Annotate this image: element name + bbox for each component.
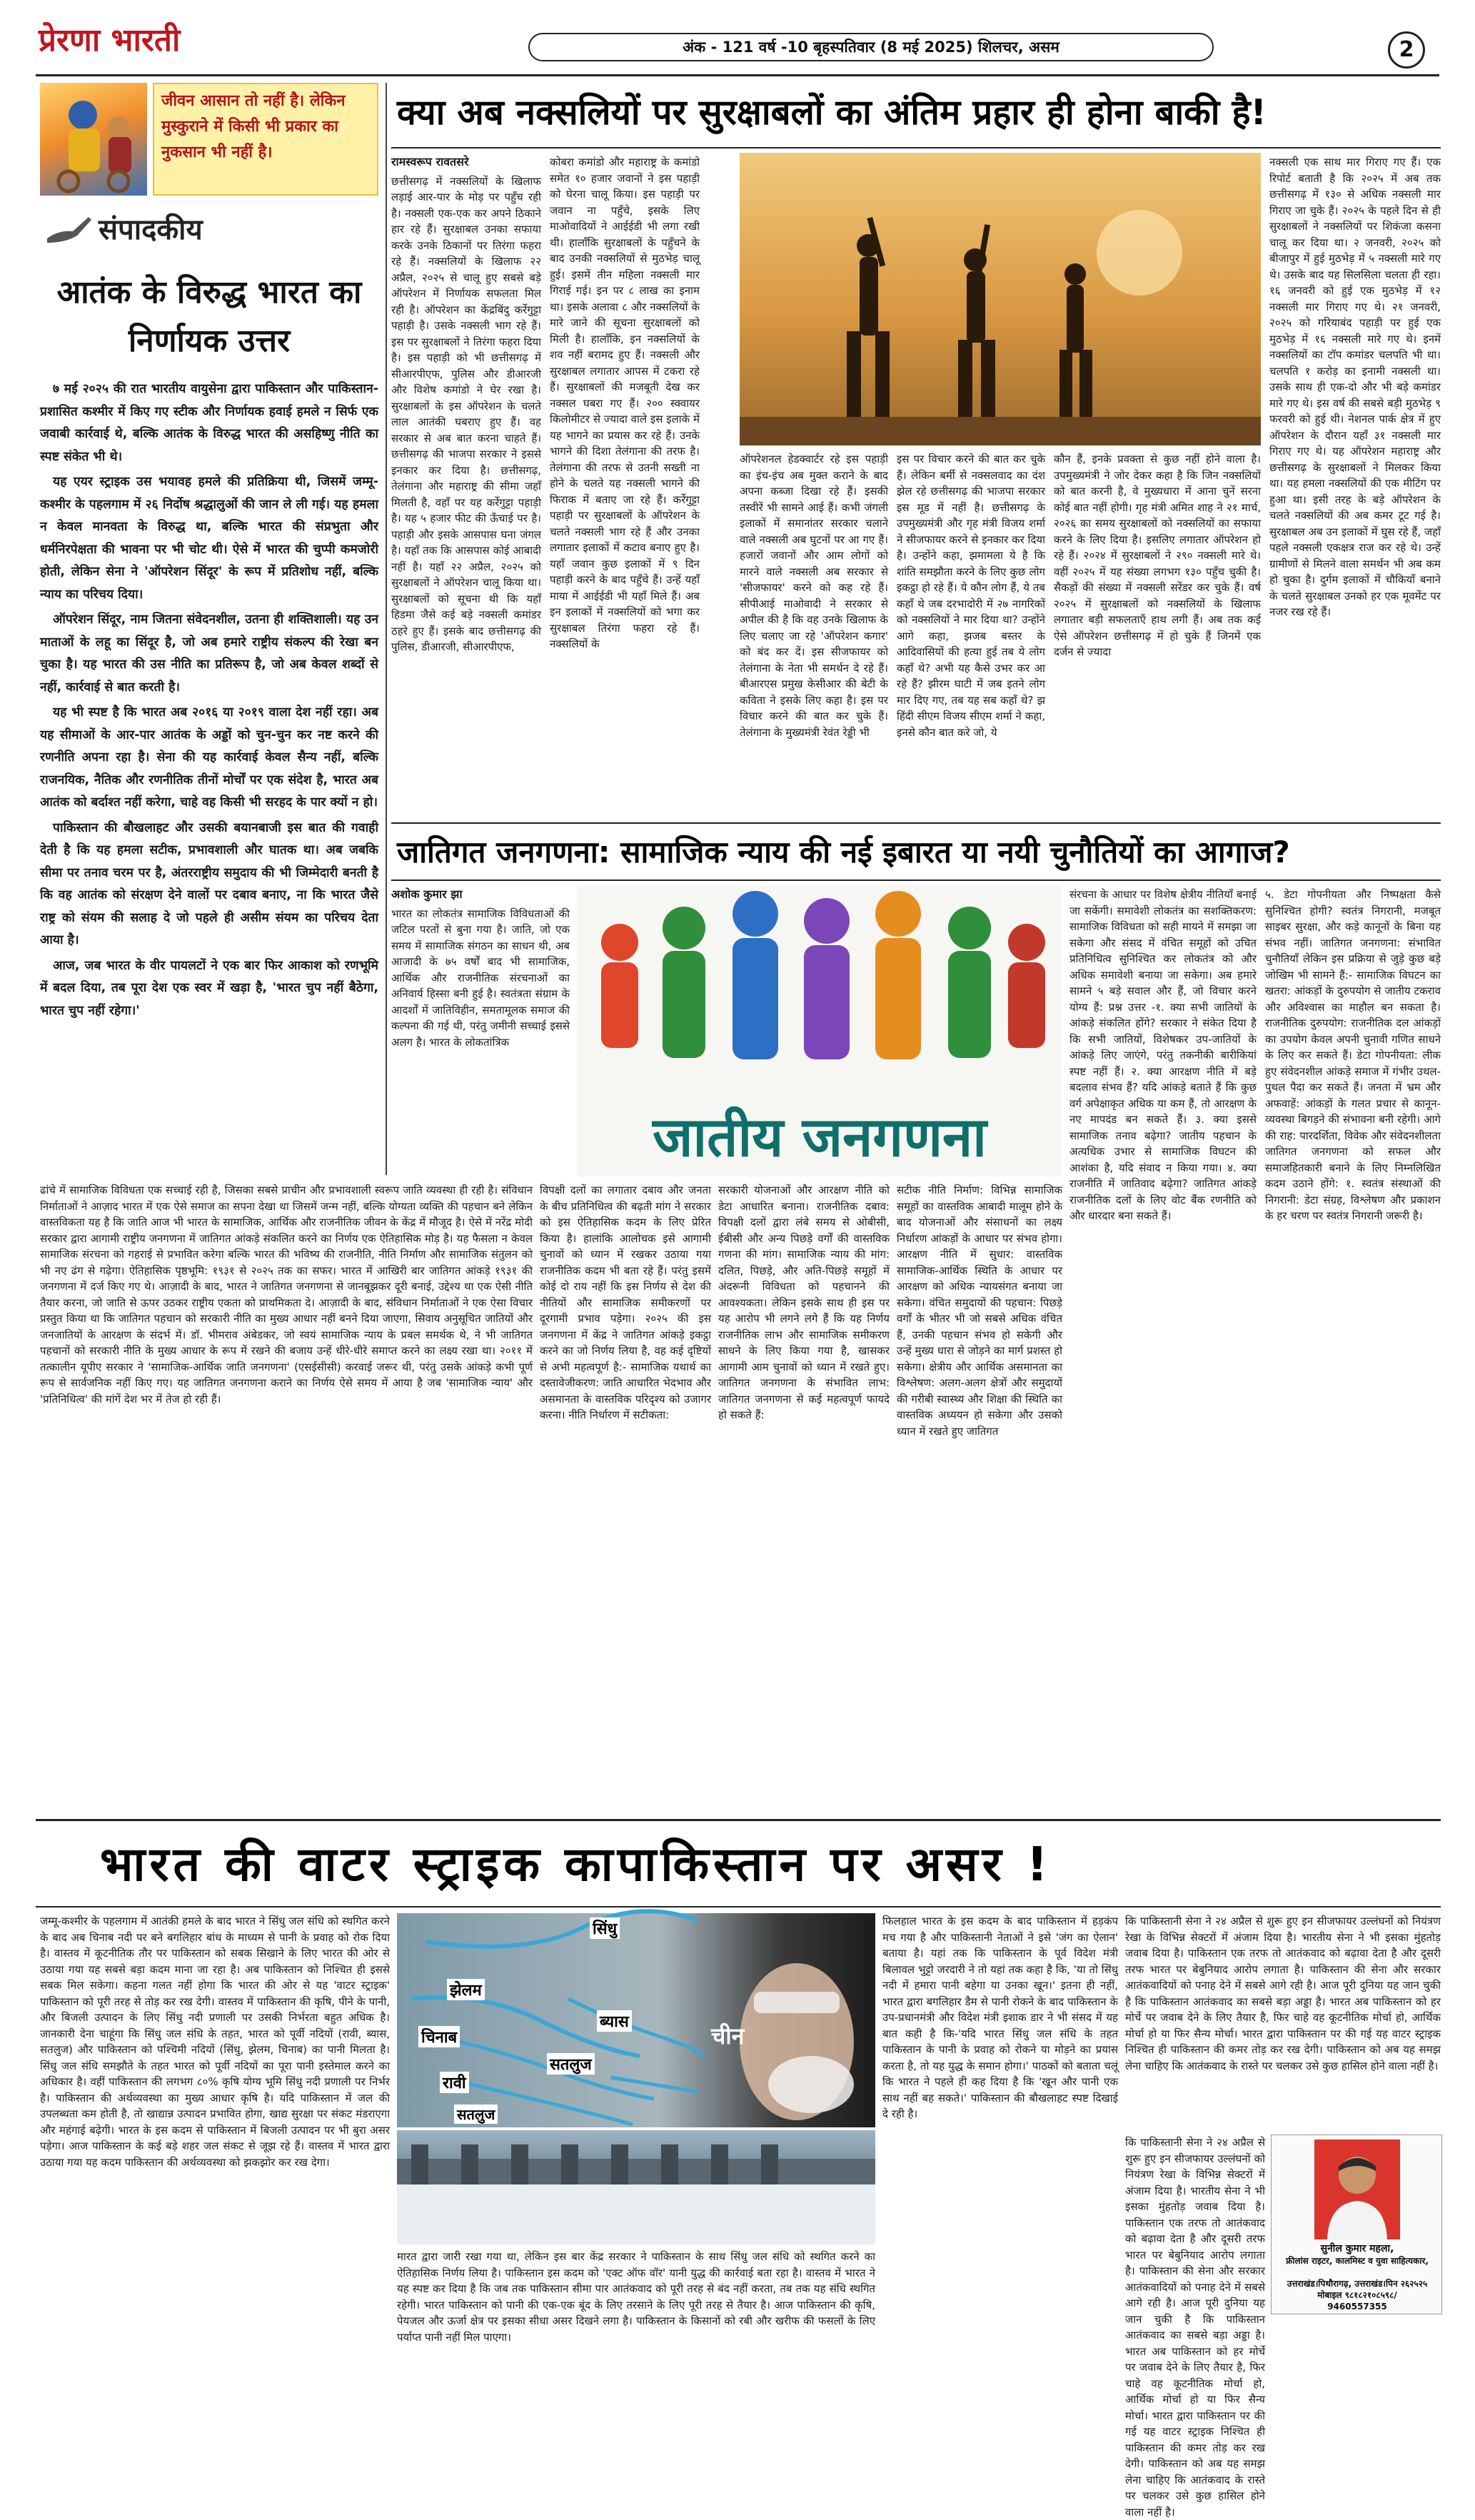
- census-column-1: [391, 887, 570, 1175]
- naxal-text: छत्तीसगढ़ में नक्सलियों के खिलाफ लड़ाई आर-पार के मोड़ पर पहुँच रही है। नक्सली एक-एक कर अपने ठिकाने हार रहे हैं। सुरक्षाबल उनका सफाया करके उनके ठिकानों पर तिरंगा फहरा रहे हैं। नक्सलियों के खिलाफ २२ अप्रैल, २०२५ से चालू हुए सबसे बड़े ऑपरेशन में निर्णायक सफलता मिल रही है। ऑपरेशन का केंद्रबिंदु कर्रेगुट्टा पहाड़ी है। उसके नक्सली भाग रहे हैं। इस पर सुरक्षाबलों ने तिरंगा फहरा दिया है। इस पहाड़ी को भी छत्तीसगढ़ में सीआरपीएफ, पुलिस और डीआरजी और विशेष कमांडो ने घेर रखा है। सुरक्षाबलों के इस ऑपरेशन के चलते लाल आतंकी घबराए हुए हैं। वह सरकार से अब बात करना चाहते हैं। छत्तीसगढ़ की भाजपा सरकार ने इससे इनकार कर दिया है। छत्तीसगढ़, तेलंगाना और महाराष्ट्र की सीमा जहाँ मिलती है, वहाँ पर यह कर्रेगुट्टा पहाड़ी है। यह ५ हजार फीट की ऊँचाई पर है। पहाड़ी और इसके आसपास घना जंगल है। यहाँ तक कि आसपास कोई आबादी नहीं है। यहाँ २२ अप्रैल, २०२५ को सुरक्षाबलों ने ऑपरेशन चालू किया था। सुरक्षाबलों को सूचना थी कि यहाँ हिडमा जैसे कई बड़े नक्सली कमांडर ठहरे हुए हैं। इसके बाद छत्तीसगढ़ की पुलिस, डीआरजी, सीआरपीएफ,: [391, 174, 541, 653]
- editorial-paragraph: आज, जब भारत के वीर पायलटों ने एक बार फिर आकाश को रणभूमि में बदल दिया, तब पूरा देश एक स्वर में खड़ा है, 'भारत चुप नहीं बैठेगा, भारत चुप नहीं रहेगा।': [40, 958, 378, 1018]
- indus-rivers-map: [397, 1913, 875, 2127]
- naxal-column-6: [1269, 154, 1441, 818]
- census-author: अशोक कुमार झा: [391, 887, 463, 901]
- census-text: ५. डेटा गोपनीयता और निष्पक्षता कैसे सुनिश्चित होगी? स्वतंत्र निगरानी, मजबूत साइबर सुरक्षा, और कड़े कानूनों के बिना यह संभव नहीं। जातिगत जनगणना: संभावित चुनौतियाँ लेकिन इस प्रक्रिया से जुड़े कुछ बड़े जोखिम भी सामने हैं:- सामाजिक विघटन का खतरा: आंकड़ों के दुरुपयोग से जातीय टकराव और अविश्वास का माहौल बन सकता है। राजनीतिक दुरुपयोग: राजनीतिक दल आंकड़ों का उपयोग केवल अपनी चुनावी गणित साधने के लिए कर सकते हैं। डेटा गोपनीयता: लीक हुए संवेदनशील आंकड़े समाज में गंभीर उथल-पुथल पैदा कर सकते हैं। जनता में भ्रम और अफवाहें: आंकड़ों के गलत प्रचार से कानून-व्यवस्था बिगड़ने की संभावना बनी रहेगी। आगे की राह: पारदर्शिता, विवेक और संवेदनशीलता जातिगत जनगणना को सफल और समाजहितकारी बनाने के लिए निम्नलिखित कदम उठाने होंगे: १. स्वतंत्र संस्थाओं की निगरानी: डेटा संग्रह, विश्लेषण और प्रकाशन के हर चरण पर स्वतंत्र निगरानी जरूरी है।: [1265, 888, 1441, 1222]
- water-text: जम्मू-कश्मीर के पहलगाम में आतंकी हमले के बाद भारत ने सिंधु जल संधि को स्थगित करने के बाद अब चिनाब नदी पर बने बगलिहार बांध के माध्यम से पानी के प्रवाह को रोक दिया है। वास्तव में कूटनीतिक तौर पर पाकिस्तान को सबक सिखाने के लिए भारत की ओर से उठाया गया यह सबसे बड़ा कदम माना जा रहा है। अब पाकिस्तान को निश्चित ही इससे सबक मिल सकेगा। कहना गलत नहीं होगा कि भारत की ओर से यह 'वाटर स्ट्राइक' पाकिस्तान को पूरी तरह से तोड़ कर रख देगी। वास्तव में पाकिस्तान की कृषि, पीने के पानी, और बिजली उत्पादन के लिए सिंधु नदी प्रणाली पर उसकी निर्भरता बहुत अधिक है। जानकारी देना चाहूंगा कि सिंधु जल संधि के तहत, भारत को पूर्वी नदियों (रावी, ब्यास, सतलुज) और पाकिस्तान को पश्चिमी नदियों (सिंधु, झेलम, चिनाब) का पानी मिलता है। सिंधु जल संधि समझौते के तहत भारत को पूर्वी नदियों का पूरा पानी इस्तेमाल करने का अधिकार है। वहीं पाकिस्तान की लगभग ८०% कृषि योग्य भूमि सिंधु नदी प्रणाली पर निर्भर है। पाकिस्तान की अर्थव्यवस्था का मुख्य आधार कृषि है। यदि पाकिस्तान में जल की उपलब्धता कम होती है, तो खाद्यान्न उत्पादन प्रभावित होगा, खाद्य सुरक्षा पर संकट मंडराएगा और महंगाई बढ़ेगी। भारत के इस कदम से पाकिस्तान में बिजली उत्पादन पर भी बुरा असर पड़ेगा। आज पाकिस्तान के कई बड़े शहर जल संकट से जूझ रहे हैं। वास्तव में भारत द्वारा उठाया गया यह कदम पाकिस्तान की अर्थव्यवस्था को झकझोर कर रख देगा।: [40, 1915, 390, 2169]
- water-column-4: [882, 1913, 1118, 2313]
- author-title: फ्रीलांस राइटर, कालमिस्ट व युवा साहित्यकार,: [1286, 2256, 1429, 2266]
- quote-text: जीवन आसान तो नहीं है। लेकिन मुस्कुराने में किसी भी प्रकार का नुकसान भी नहीं है।: [153, 83, 378, 196]
- pen-hand-icon: [44, 210, 94, 246]
- naxal-column-3: [740, 451, 888, 818]
- naxal-column-5: [1054, 451, 1261, 818]
- dam-image: [397, 2130, 875, 2244]
- census-column-6: [1069, 887, 1257, 1815]
- masthead-rule: [36, 74, 1439, 76]
- census-text: भारत का लोकतंत्र सामाजिक विविधताओं की जटिल परतों से बुना गया है। जाति, जो एक समय में सामाजिक संगठन का साधन थी, अब आजादी के ७५ वर्षों बाद भी सामाजिक, आर्थिक और राजनीतिक संरचनाओं का अनिवार्य हिस्सा बनी हुई है। स्वतंत्रता संग्राम के आदर्शों में जातिविहीन, समतामूलक समाज की कल्पना की गई थी, परंतु जमीनी सच्चाई इससे अलग है। भारत के लोकतांत्रिक: [391, 907, 570, 1049]
- naxal-text: ऑपरेशनल हेडक्वार्टर रहे इस पहाड़ी का इंच-इंच अब मुक्त कराने के बाद अपना कब्जा दिखा रहे हैं। इसकी तस्वीरें भी सामने आई हैं। कभी जंगली इलाकों में समानांतर सरकार चलाने वाले नक्सली अब घुटनों पर आ गए हैं। हजारों जवानों और आम लोगों को मारने वाले नक्सली अब सरकार से 'सीजफायर' करने को कह रहे हैं। सीपीआई माओवादी ने सरकार से अपील की है कि वह उनके खिलाफ के लिए चलाए जा रहे 'ऑपरेशन कगार' को बंद कर दें। इस सीजफायर को तेलंगाना के नेता भी समर्थन दे रहे हैं। बीआरएस प्रमुख केसीआर की बेटी के कविता ने इसके लिए कहा है। इस पर विचार करने की बात कर चुके हैं। तेलंगाना के मुख्यमंत्री रेवंत रेड्डी भी: [740, 453, 888, 739]
- water-text: कि पाकिस्तानी सेना ने २४ अप्रैल से शुरू हुए इन सीजफायर उल्लंघनों को नियंत्रण रेखा के विभिन्न सेक्टरों में अंजाम दिया है। भारतीय सेना ने भी इसका मुंहतोड़ जवाब दिया है। पाकिस्तान एक तरफ तो आतंकवाद को बढ़ावा देता है और दूसरी तरफ भारत पर बेबुनियाद आरोप लगाता है। पाकिस्तान की सेना और सरकार आतंकवादियों को पनाह देने में सबसे आगे रही है। आज पूरी दुनिया यह जान चुकी है कि पाकिस्तान आतंकवाद का सबसे बड़ा अड्डा है। भारत अब पाकिस्तान को हर मोर्चे पर जवाब देने के लिए तैयार है, फिर चाहे वह कूटनीतिक मोर्चा हो, आर्थिक मोर्चा हो या फिर सैन्य मोर्चा। भारत द्वारा पाकिस्तान पर की गई यह वाटर स्ट्राइक निश्चित ही पाकिस्तान की कमर तोड़ कर रख देगी। पाकिस्तान को अब यह समझ लेना चाहिए कि आतंकवाद के रास्ते पर चलकर उसे कुछ हासिल होने वाला नहीं है।: [1125, 1915, 1441, 2072]
- map-label: रावी: [440, 2072, 469, 2093]
- author-box: [1271, 2135, 1442, 2314]
- water-text: मारत द्वारा जारी रखा गया था, लेकिन इस बार केंद्र सरकार ने पाकिस्तान के साथ सिंधु जल संधि को स्थगित करने का ऐतिहासिक निर्णय लिया है। पाकिस्तान इस कदम को 'एक्ट ऑफ वॉर' यानी युद्ध की कार्रवाई बता रहा है। वास्तव में भारत ने यह स्पष्ट कर दिया है कि जब तक पाकिस्तान सीमा पार आतंकवाद को पूरी तरह से बंद नहीं करता, तब तक यह संधि स्थगित रहेगी। भारत पाकिस्तान को पानी की एक-एक बूंद के लिए तरसाने के लिए पूरी तरह से तैयार है। आज पाकिस्तान की कृषि, पेयजल और ऊर्जा क्षेत्र पर इसका सीधा असर दिखने लगा है। पाकिस्तान के किसानों को रबी और खरीफ की फसलों के लिए पर्याप्त पानी नहीं मिल पाएगा।: [397, 2250, 875, 2344]
- census-headline: जातिगत जनगणना: सामाजिक न्याय की नई इबारत या नयी चुनौतियों का आगाज?: [397, 835, 1290, 870]
- map-label: सिंधु: [590, 1917, 620, 1939]
- census-column-5: [897, 1182, 1062, 1813]
- water-text: फिलहाल भारत के इस कदम के बाद पाकिस्तान में हड़कंप मच गया है और पाकिस्तानी नेताओं ने इसे 'जंग का ऐलान' बताया है। यहां तक कि पाकिस्तान के पूर्व विदेश मंत्री बिलावल भुट्टो जरदारी ने तो यहां तक कहा है कि, 'या तो सिंधु नदी में हमारा पानी बहेगा या उनका खून।' इतना ही नहीं, भारत द्वारा बगलिहार डैम से पानी रोकने के बाद पाकिस्तान के उप-प्रधानमंत्री और विदेश मंत्री इशाक डार ने भी संसद में यह बात कही है कि-'यदि भारत सिंधु जल संधि के तहत पाकिस्तान के पानी के प्रवाह को रोकने या मोड़ने का प्रयास करता है, तो यह युद्ध के समान होगा।' पाठकों को बताता चलूं कि भारत ने पहले ही कह दिया है कि 'खून और पानी एक साथ नहीं बह सकते।' पाकिस्तान की बौखलाहट स्पष्ट दिखाई दे रही है।: [882, 1915, 1118, 2120]
- editorial-divider: [386, 83, 387, 1175]
- naxal-headline: क्या अब नक्सलियों पर सुरक्षाबलों का अंतिम प्रहार ही होना बाकी है!: [397, 92, 1267, 133]
- editorial-paragraph: ऑपरेशन सिंदूर, नाम जितना संवेदनशील, उतना ही शक्तिशाली। यह उन माताओं के लहू का सिंदूर है, जो अब हमारे राष्ट्रीय संकल्प की रेखा बन चुका है। यह भारत की उस नीति का प्रतिरूप है, जो अब केवल शब्दों से नहीं, कार्रवाई से बात करती है।: [40, 613, 378, 695]
- naxal-text: कोबरा कमांडो और महाराष्ट्र के कमांडो समेत १० हजार जवानों ने इस पहाड़ी को घेरना चालू किया। इस पहाड़ी पर जवान ना पहुँचे, इसके लिए माओवादियों ने आईईडी भी लगा रखी थी। हालाँकि सुरक्षाबलों के पहुँचने के बाद उनकी नक्सलियों से मुठभेड़ चालू हुई। इसमें तीन महिला नक्सली मार गिराई गई। इन पर ८ लाख का इनाम था। इसके अलावा ८ और नक्सलियों के मारे जाने की सूचना सुरक्षाबलों को मिली है। हालाँकि, इन नक्सलियों के शव नहीं बरामद हुए हैं। नक्सली और सुरक्षाबल लगातार आपस में टकरा रहे हैं। सुरक्षाबलों की मजबूती देख कर नक्सल घबरा गए हैं। २०० स्क्वायर किलोमीटर से ज्यादा वाले इस इलाके में यह भागने का प्रयास कर रहे हैं। उनके भागने की दिशा तेलंगाना की तरफ है। तेलंगाना की तरफ से उतनी सख्ती ना होने के चलते यह नक्सली भागने की फिराक में बताए जा रहे हैं। कर्रेगुट्टा पहाड़ी पर सुरक्षाबलों के ऑपरेशन के चलते नक्सली भाग रहे हैं और उनका लगातार इलाकों में कटाव बनाए हुए है। यहाँ जवान कुछ इलाकों में ९ दिन पहाड़ी करने के बाद पहुँचे हैं। उन्हें यहाँ माया में आईईडी भी यहाँ मिले हैं। अब इन इलाकों में नक्सलियों को भगा कर सुरक्षाबल तिरंगा फहरा रहे हैं। नक्सलियों के: [550, 156, 700, 650]
- census-bottom-rule: [36, 1819, 1441, 1821]
- editorial-headline: आतंक के विरुद्ध भारत का निर्णायक उत्तर: [56, 274, 362, 359]
- editorial-section: [40, 203, 378, 1174]
- census-headline-rule: [391, 880, 1441, 881]
- author-name: सुनील कुमार महला,: [1320, 2243, 1394, 2254]
- naxal-author: रामस्वरूप रावतसरे: [391, 155, 469, 168]
- author-mobile-2: 9460557355: [1327, 2302, 1387, 2312]
- caste-census-image: [577, 885, 1062, 1176]
- author-portrait: [1314, 2140, 1400, 2239]
- editorial-body: [40, 378, 378, 1171]
- issue-line: अंक - 121 वर्ष -10 बृहस्पतिवार (8 मई 2025) शिलचर, असम: [528, 33, 1214, 61]
- editorial-paragraph: यह भी स्पष्ट है कि भारत अब २०१६ या २०१९ वाला देश नहीं रहा। अब यह सीमाओं के आर-पार आतंक के अड्डों को चुन-चुन कर नष्ट करने की रणनीति अपना रहा है। सेना की यह कार्रवाई केवल सैन्य नहीं, बल्कि राजनयिक, नैतिक और रणनीतिक तीनों मोर्चों पर एक संदेश है, भारत अब आतंक को बर्दाश्त नहीं करेगा, चाहे वह किसी भी सरहद के पार क्यों न हो।: [40, 705, 378, 810]
- page-number: 2: [1388, 31, 1425, 69]
- naxal-text: कौन हैं, इनके प्रवक्ता से कुछ नहीं होने वाला है। उपमुख्यमंत्री ने जोर देकर कहा है कि जिन नक्सलियों को बात करनी है, वे मुख्यधारा में आना चुनें सरना कोई बात नहीं होगी। गृह मंत्री अमित शाह ने २१ मार्च, २०२६ का समय सुरक्षाबलों को नक्सलियों का सफाया करने के लिए दिया है। इसलिए लगातार ऑपरेशन हो रहे हैं। २०२४ में सुरक्षाबलों ने २९० नक्सली मारे थे। वहीं २०२५ में यह संख्या लगभग १३० पहुँच चुकी है। सैकड़ों की संख्या में नक्सली सरेंडर कर चुके हैं। वर्ष २०२५ में सुरक्षाबलों को नक्सलियों के खिलाफ लगातार बड़ी सफलताएँ हाथ लगी हैं। अब तक कई ऐसे ऑपरेशन छत्तीसगढ़ में हो चुके हैं जिनमें एक दर्जन से ज्यादा: [1054, 453, 1261, 658]
- dam-illustration: [397, 2130, 875, 2244]
- census-image-caption: जातीय जनगणना: [653, 1105, 987, 1169]
- map-label: चीन: [711, 2022, 745, 2050]
- census-column-7: [1265, 887, 1441, 1815]
- naxal-column-4: [897, 451, 1045, 818]
- people-figures-illustration: [577, 885, 1062, 1099]
- census-text: सरकारी योजनाओं और आरक्षण नीति को डेटा आधारित बनाना। राजनीतिक दबाव: विपक्षी दलों द्वारा लंबे समय से ओबीसी, ईबीसी और अन्य पिछड़े वर्गों की वास्तविक गणना की मांग। सामाजिक न्याय की मांग: दलित, पिछड़े, और अति-पिछड़े समूहों में अंदरूनी विविधता को पहचानने की आवश्यकता। लेकिन इसके साथ ही इस पर यह आरोप भी लगने लगे हैं कि यह निर्णय राजनीतिक लाभ और सामाजिक समीकरण साधने के लिए किया गया है, खासकर आगामी आम चुनावों को ध्यान में रखते हुए। जातिगत जनगणना के संभावित लाभ: जातिगत जनगणना से कई महत्वपूर्ण फायदे हो सकते हैं:: [718, 1184, 890, 1421]
- author-location: उत्तराखंड।पिथौरागढ़, उत्तराखंड।पिन २६२५२५: [1287, 2279, 1428, 2289]
- census-column-4: [718, 1182, 890, 1813]
- water-text: कि पाकिस्तानी सेना ने २४ अप्रैल से शुरू हुए इन सीजफायर उल्लंघनों को नियंत्रण रेखा के विभिन्न सेक्टरों में अंजाम दिया है। भारतीय सेना ने भी इसका मुंहतोड़ जवाब दिया है। पाकिस्तान एक तरफ तो आतंकवाद को बढ़ावा देता है और दूसरी तरफ भारत पर बेबुनियाद आरोप लगाता है। पाकिस्तान की सेना और सरकार आतंकवादियों को पनाह देने में सबसे आगे रही है। आज पूरी दुनिया यह जान चुकी है कि पाकिस्तान आतंकवाद का सबसे बड़ा अड्डा है। भारत अब पाकिस्तान को हर मोर्चे पर जवाब देने के लिए तैयार है, फिर चाहे वह कूटनीतिक मोर्चा हो, आर्थिक मोर्चा हो या फिर सैन्य मोर्चा। भारत द्वारा पाकिस्तान पर की गई यह वाटर स्ट्राइक निश्चित ही पाकिस्तान की कमर तोड़ कर रख देगी। पाकिस्तान को अब यह समझ लेना चाहिए कि आतंकवाद के रास्ते पर चलकर उसे कुछ हासिल होने वाला नहीं है।: [1125, 2136, 1265, 2519]
- census-text: संरचना के आधार पर विशेष क्षेत्रीय नीतियाँ बनाई जा सकेंगी। समावेशी लोकतंत्र का सशक्तिकरण: सामाजिक विविधता को सही मायने में समझा जा सकेगा और संसद में वंचित समूहों को उचित प्रतिनिधित्व सुनिश्चित कर लोकतंत्र को और अधिक समावेशी बनाया जा सकेगा। अब हमारे सामने ५ बड़े सवाल और हैं, जो विचार करने योग्य हैं: प्रश्न उत्तर -१. क्या सभी जातियों के आंकड़े संकलित होंगे? सरकार ने संकेत दिया है कि सभी जातियों, विशेषकर उप-जातियों के आंकड़े लिए जाएंगे, परंतु तकनीकी बारीकियां स्पष्ट नहीं हैं। २. क्या आरक्षण नीति में बड़े बदलाव संभव हैं? यदि आंकड़े बताते हैं कि कुछ वर्ग अपेक्षाकृत अधिक या कम हैं, तो आरक्षण के नए मापदंड बन सकते हैं। ३. क्या इससे सामाजिक तनाव बढ़ेगा? जातीय पहचान के अत्यधिक उभार से सामाजिक विघटन की आशंका है, यदि संवाद न किया गया। ४. क्या राजनीति में जातिवाद बढ़ेगा? जातिगत आंकड़े राजनीतिक दलों के लिए वोट बैंक रणनीति को और धारदार बना सकते हैं।: [1069, 888, 1257, 1222]
- census-text: विपक्षी दलों का लगातार दबाव और जनता के बीच प्रतिनिधित्व की बढ़ती मांग ने सरकार को इस ऐतिहासिक कदम के लिए प्रेरित किया है। हालांकि आलोचक इसे आगामी चुनावों को ध्यान में रखकर उठाया गया राजनीतिक कदम भी बता रहे हैं। परंतु इसमें कोई दो राय नहीं कि इस निर्णय से देश की नीतियों और सामाजिक समीकरणों पर दूरगामी प्रभाव पड़ेगा। २०२५ की इस जनगणना में केंद्र ने जातिगत आंकड़े इकट्ठा करने का जो निर्णय लिया है, वह कई दृष्टियों से अभी महत्वपूर्ण है:- सामाजिक यथार्थ का दस्तावेजीकरण: जाति आधारित भेदभाव और असमानता के वास्तविक परिदृश्य को उजागर करना। नीति निर्धारण में सटीकता:: [540, 1184, 711, 1421]
- water-column-6: [1125, 2135, 1265, 2519]
- editorial-header: [40, 207, 378, 248]
- newspaper-title: प्रेरणा भारती: [39, 22, 181, 59]
- naxal-bottom-rule: [391, 822, 1441, 824]
- krishna-arjuna-image: [40, 83, 147, 196]
- author-photo: [1314, 2140, 1400, 2239]
- census-text: सटीक नीति निर्माण: विभिन्न सामाजिक समूहों का वास्तविक आबादी मालूम होने के बाद योजनाओं और संसाधनों का लक्ष्य निर्धारण आंकड़ों के आधार पर संभव होगा। आरक्षण नीति में सुधार: वास्तविक सामाजिक-आर्थिक स्थिति के आधार पर आरक्षण को अधिक न्यायसंगत बनाया जा सकेगा। वंचित समुदायों की पहचान: पिछड़े वर्गों के भीतर भी जो सबसे अधिक वंचित हैं, उनकी पहचान संभव हो सकेगी और उन्हें मुख्य धारा से जोड़ने का मार्ग प्रशस्त हो सकेगा। क्षेत्रीय और आर्थिक असमानता का विश्लेषण: अलग-अलग क्षेत्रों और समुदायों की गरीबी स्वास्थ्य और शिक्षा की स्थिति का वास्तविक अध्ययन हो सकेगा और उसको ध्यान में रखते हुए जातिगत: [897, 1184, 1062, 1438]
- naxal-column-2: [550, 154, 700, 818]
- river-map-image: [397, 1913, 875, 2127]
- census-text: ढांचे में सामाजिक विविधता एक सच्चाई रही है, जिसका सबसे प्राचीन और प्रभावशाली स्वरूप जाति व्यवस्था ही रही है। संविधान निर्माताओं ने आज़ाद भारत में एक ऐसे समाज का सपना देखा था जिसमें जन्म नहीं, बल्कि योग्यता व्यक्ति की पहचान बने लेकिन वास्तविकता यह है कि जाति आज भी भारत के सामाजिक, आर्थिक और राजनीतिक जीवन के केंद्र में मौजूद है। ऐसे में नरेंद्र मोदी सरकार द्वारा आगामी राष्ट्रीय जनगणना में जातिगत आंकड़े संकलित करने का निर्णय एक ऐतिहासिक मोड़ है। यह फैसला न केवल सामाजिक संरचना को गहराई से प्रभावित करेगा बल्कि भारत की भविष्य की राजनीति, नीति निर्माण और सामाजिक संतुलन को भी नए ढंग से गढ़ेगा। ऐतिहासिक पृष्ठभूमि: १९३१ से २०२५ तक का सफर। भारत में आखिरी बार जातिगत आंकड़े १९३१ की जनगणना में दर्ज किए गए थे। आज़ादी के बाद, भारत ने जातिगत जनगणना से जानबूझकर दूरी बनाई, उद्देश्य था एक ऐसी नीति तैयार करना, जो जाति से ऊपर उठकर राष्ट्रीय एकता को प्राथमिकता दे। आज़ादी के बाद, संविधान निर्माताओं ने एक ऐसा विचार प्रस्तुत किया था कि जातिगत पहचान को सरकारी नीति का मुख्य आधार नहीं बनने दिया जाएगा, सिवाय अनुसूचित जातियों और जनजातियों के आरक्षण के संदर्भ में। डॉ. भीमराव अंबेडकर, जो स्वयं सामाजिक न्याय के प्रबल समर्थक थे, ने भी जातिगत पहचानों को सरकारी नीति के मुख्य आधार के रूप में रखने की बजाय उन्हें धीरे-धीरे समाप्त करने का लक्ष्य रखा था। २०११ में तत्कालीन यूपीए सरकार ने 'सामाजिक-आर्थिक जाति जनगणना' (एसईसीसी) करवाई जरूर थी, परंतु उसके आंकड़े कभी पूर्ण रूप से सार्वजनिक नहीं किए गए। यह जातिगत जनगणना कराने का निर्णय ऐसे समय में आया है जब 'सामाजिक न्याय' और 'प्रतिनिधित्व' की मांगें देश भर में तेज हो रही हैं।: [40, 1184, 533, 1406]
- map-label: झेलम: [447, 1979, 485, 2000]
- armed-silhouettes-illustration: [740, 153, 1261, 445]
- chariot-illustration: [40, 83, 147, 196]
- naxal-column-1: [391, 154, 541, 818]
- naxal-text: इस पर विचार करने की बात कर चुके हैं। लेकिन बर्मी से नक्सलवाद का दंश झेल रहे छत्तीसगढ़ की भाजपा सरकार इस मूड में नहीं है। छत्तीसगढ़ के उपमुख्यमंत्री और गृह मंत्री विजय शर्मा ने सीजफायर करने से इनकार कर दिया है। उन्होंने कहा, झमामला ये है कि शांति समझौता करने के लिए कुछ लोग इकट्ठा हो रहे हैं। ये कौन लोग हैं, ये तब कहाँ थे जब दरभादोरी में २७ नागरिकों को नक्सलियों ने मार दिया था? उन्होंने आगे कहा, झजब बस्तर के आदिवासियों की हत्या हुई तब ये लोग कहाँ थे? अभी यह कैसे उभर कर आ रहे हैं? झीरम घाटी में जब इतने लोग मार दिए गए, तब यह सब कहाँ थे? झ हिंदी सीएम विजय सीएम शर्मा ने कहा, इनसे कौन बात करे जो, ये: [897, 453, 1045, 739]
- editorial-paragraph: यह एयर स्ट्राइक उस भयावह हमले की प्रतिक्रिया थी, जिसमें जम्मू-कश्मीर के पहलगाम में २६ निर्दोष श्रद्धालुओं की जान ले ली गई। यह हमला न केवल मानवता के विरुद्ध था, बल्कि भारत की संप्रभुता और धर्मनिरपेक्षता की भावना पर भी चोट थी। ऐसे में भारत की चुप्पी कमजोरी होती, लेकिन सेना ने 'ऑपरेशन सिंदूर' के रूप में प्रतिशोध नहीं, बल्कि न्याय का परिचय दिया।: [40, 475, 378, 602]
- editorial-paragraph: पाकिस्तान की बौखलाहट और उसकी बयानबाजी इस बात की गवाही देती है कि यह हमला सटीक, प्रभावशाली और घातक था। अब जबकि सीमा पर तनाव चरम पर है, अंतरराष्ट्रीय समुदाय की भी जिम्मेदारी बनती है कि वह आतंक को संरक्षण देने वालों पर दबाव बनाए, ना कि भारत जैसे राष्ट्र को संयम की सलाह दे जो पहले ही असीम संयम का परिचय देता आया है।: [40, 820, 378, 947]
- editorial-label: संपादकीय: [99, 213, 203, 246]
- author-mobile: मोबाइल ९८१८२१०८५९८/: [1317, 2290, 1397, 2300]
- editorial-paragraph: ७ मई २०२५ की रात भारतीय वायुसेना द्वारा पाकिस्तान और पाकिस्तान-प्रशासित कश्मीर में किए गए स्टीक और निर्णायक हवाई हमले न सिर्फ एक जवाबी कार्रवाई थे, बल्कि आतंक के विरुद्ध भारत की असहिष्णु नीति का स्पष्ट संकेत भी थे।: [40, 382, 378, 464]
- naxal-silhouette-image: [740, 153, 1261, 445]
- naxal-headline-rule: [391, 147, 1441, 148]
- map-label: ब्यास: [597, 2010, 632, 2032]
- water-column-3: [397, 2249, 875, 2344]
- water-column-5: [1125, 1913, 1441, 2127]
- census-wide-column: [40, 1182, 533, 1813]
- water-column-1: [40, 1913, 390, 2313]
- water-headline: भारत की वाटर स्ट्राइक कापाकिस्तान पर असर !: [100, 1837, 1052, 1892]
- masthead: [0, 0, 1475, 80]
- naxal-text: नक्सली एक साथ मार गिराए गए हैं। एक रिपोर्ट बताती है कि २०२५ में अब तक छत्तीसगढ़ में १३० से अधिक नक्सली मार गिराए जा चुके हैं। २०२५ के पहले दिन से ही सुरक्षाबलों ने नक्सलियों पर शिकंजा कसना चालू कर दिया था। २ जनवरी, २०२५ को बीजापुर में हुई मुठभेड़ में ५ नक्सली मारे गए थे। उसके बाद यह सिलसिला चलता ही रहा। १६ जनवरी को हुई एक मुठभेड़ में १२ नक्सली मार गिराए गए थे। २१ जनवरी, २०२५ को गरियाबंद पहाड़ी पर हुई एक मुठभेड़ में १६ नक्सली मारे गए थे। इनमें नक्सलियों का टॉप कमांडर चलपति भी था। चलपति १ करोड़ का इनामी नक्सली था। उसके साथ ही एक-दो और भी बड़े कमांडर मारे गए थे। इस वर्ष की सबसे बड़ी मुठभेड़ ९ फरवरी को हुई थी। नेशनल पार्क क्षेत्र में हुए ऑपरेशन के दौरान यहाँ ३१ नक्सली मार गिराए गए थे। यह ऑपरेशन महाराष्ट्र और छत्तीसगढ़ के सुरक्षाबलों ने मिलकर किया था। यह हमला नक्सलियों की एक मीटिंग पर हुआ था। इसी तरह के बड़े ऑपरेशन के चलते नक्सलियों की अब कमर टूट गई है। सुरक्षाबल अब उन इलाकों में घुस रहे हैं, जहाँ पहले नक्सली एकक्षत्र राज कर रहे थे। उन्हें ग्रामीणों से मिलने वाला समर्थन भी अब कम हो चुका है। दुर्गम इलाकों में चौकियाँ बनाने के चलते सुरक्षाबल उनको हर एक मूवमेंट पर नजर रख रहे हैं।: [1269, 156, 1441, 618]
- quote-box: [40, 83, 378, 196]
- water-headline-rule: [36, 1906, 1441, 1907]
- census-column-3: [540, 1182, 711, 1813]
- map-label: सतलुज: [547, 2053, 595, 2075]
- map-label: सतलुज: [454, 2105, 498, 2124]
- map-label: चिनाब: [418, 2026, 460, 2047]
